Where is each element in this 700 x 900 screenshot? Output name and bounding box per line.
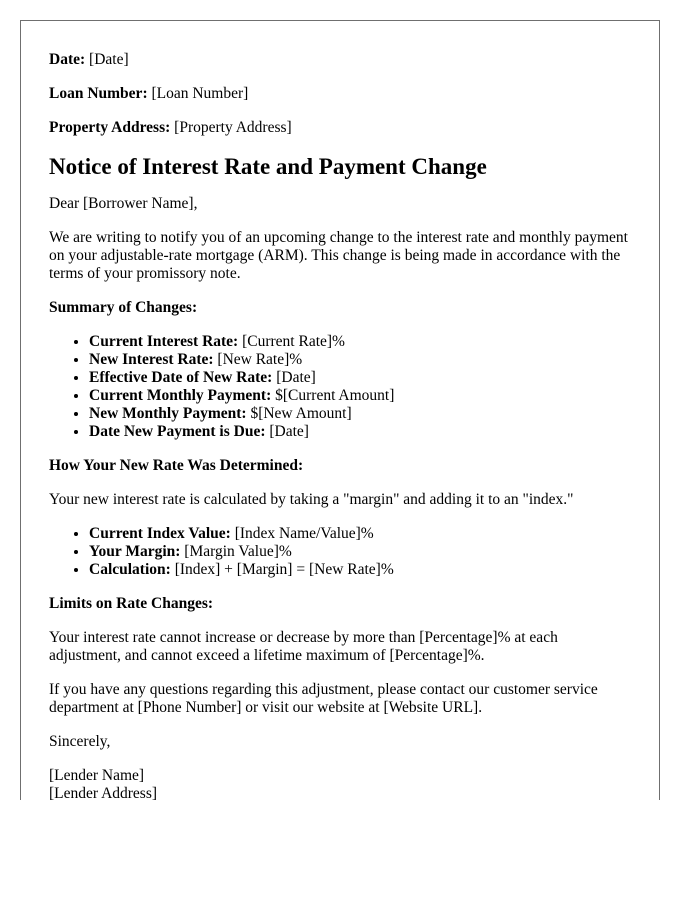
loan-number-value: [Loan Number] xyxy=(151,85,249,102)
item-value: [New Rate]% xyxy=(217,351,303,368)
property-address-line xyxy=(49,119,631,137)
summary-heading: Summary of Changes: xyxy=(49,299,198,316)
lender-name: [Lender Name] xyxy=(49,767,145,784)
date-value: [Date] xyxy=(89,51,129,68)
list-item xyxy=(89,369,631,387)
lender-address: [Lender Address] xyxy=(49,785,158,800)
item-label: Date New Payment is Due: xyxy=(89,423,266,440)
property-address-label: Property Address: xyxy=(49,119,171,136)
list-item xyxy=(89,387,631,405)
item-label: Current Index Value: xyxy=(89,525,231,542)
closing: Sincerely, xyxy=(49,733,111,750)
salutation: Dear [Borrower Name], xyxy=(49,195,198,212)
letter-content xyxy=(21,21,659,800)
loan-number-line xyxy=(49,85,631,103)
limits-heading: Limits on Rate Changes: xyxy=(49,595,214,612)
item-value: [Current Rate]% xyxy=(242,333,345,350)
contact-paragraph: If you have any questions regarding this adjustment, please contact our customer service department at [Phone Number] or visit our website at [Website URL]. xyxy=(49,681,598,716)
item-label: New Interest Rate: xyxy=(89,351,214,368)
item-value: [Date] xyxy=(269,423,309,440)
item-value: [Index Name/Value]% xyxy=(234,525,374,542)
list-item xyxy=(89,543,631,561)
summary-list xyxy=(49,333,631,441)
item-value: [Margin Value]% xyxy=(184,543,292,560)
determination-text: Your new interest rate is calculated by taking a "margin" and adding it to an "index." xyxy=(49,491,574,508)
date-line xyxy=(49,51,631,69)
item-label: Current Monthly Payment: xyxy=(89,387,272,404)
intro-paragraph: We are writing to notify you of an upcoming change to the interest rate and monthly payment on your adjustable-rate mortgage (ARM). This change is being made in accordance with the terms of your promissory note. xyxy=(49,229,628,282)
determination-list xyxy=(49,525,631,579)
signature-block xyxy=(49,767,631,800)
letter-page xyxy=(20,20,660,800)
list-item xyxy=(89,333,631,351)
determination-heading: How Your New Rate Was Determined: xyxy=(49,457,304,474)
item-value: $[New Amount] xyxy=(250,405,352,422)
date-label: Date: xyxy=(49,51,86,68)
list-item xyxy=(89,351,631,369)
item-label: Current Interest Rate: xyxy=(89,333,239,350)
item-label: Calculation: xyxy=(89,561,171,578)
item-label: Effective Date of New Rate: xyxy=(89,369,273,386)
item-value: [Index] + [Margin] = [New Rate]% xyxy=(174,561,394,578)
list-item xyxy=(89,561,631,579)
limits-text: Your interest rate cannot increase or decrease by more than [Percentage]% at each adjustment, and cannot exceed a lifetime maximum of [Percentage]%. xyxy=(49,629,558,664)
item-value: [Date] xyxy=(276,369,316,386)
page-title: Notice of Interest Rate and Payment Change xyxy=(49,154,487,179)
property-address-value: [Property Address] xyxy=(174,119,292,136)
loan-number-label: Loan Number: xyxy=(49,85,148,102)
item-label: New Monthly Payment: xyxy=(89,405,247,422)
item-label: Your Margin: xyxy=(89,543,181,560)
item-value: $[Current Amount] xyxy=(275,387,395,404)
list-item xyxy=(89,525,631,543)
list-item xyxy=(89,405,631,423)
list-item xyxy=(89,423,631,441)
